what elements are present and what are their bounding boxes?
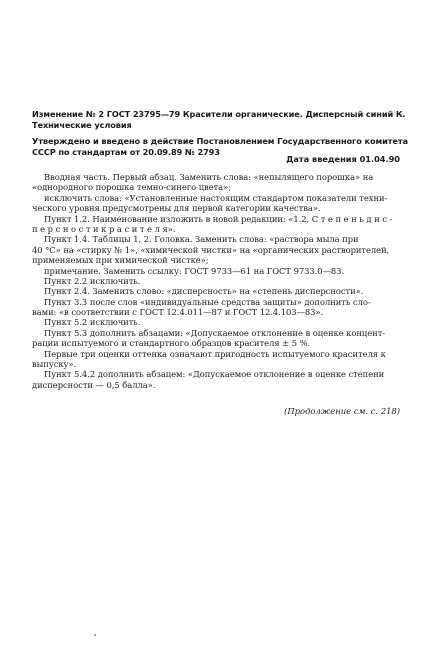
- body-line: Пункт 1.2. Наименование изложить в новой редакции: «1.2. С т е п е н ь д и с -: [44, 213, 393, 224]
- body-line: п е р с н о с т и к р а с и т е л я».: [32, 223, 176, 234]
- body-line: применяемых при химической чистке»;: [32, 255, 209, 266]
- amendment-body: [32, 172, 402, 390]
- continuation-note: (Продолжение см. с. 218): [284, 406, 400, 416]
- body-line: примечание. Заменить ссылку: ГОСТ 9733—61 на ГОСТ 9733.0—83.: [44, 265, 345, 276]
- body-line: дисперсности — 0,5 балла».: [32, 379, 156, 390]
- body-line: ческого уровня предусмотрены для первой категории качества».: [32, 203, 321, 214]
- body-line: 40 °С» на «стирку № 1», «химической чистки» на «органических растворителей,: [32, 244, 390, 255]
- page-speck: [94, 634, 96, 636]
- body-line: рации испытуемого и стандартного образцов красителя ± 5 %.: [32, 338, 311, 349]
- body-line: Пункт 2.4. Заменить слово: «дисперсность» на «степень дисперсности».: [44, 286, 364, 297]
- body-line: вами: «в соответствии с ГОСТ 12.4.011—87 и ГОСТ 12.4.103—83».: [32, 307, 324, 318]
- body-line: «однородного порошка темно-синего цвета»;: [32, 182, 231, 193]
- body-line: исключить слова: «Установленные настоящим стандартом показатели техни-: [44, 192, 388, 203]
- body-line: Вводная часть. Первый абзац. Заменить слова: «непылящего порошка» на: [44, 172, 374, 182]
- body-line: Пункт 1.4. Таблицы 1, 2. Головка. Заменить слова: «раствора мыла при: [44, 234, 359, 245]
- introduction-date: Дата введения 01.04.90: [286, 154, 400, 164]
- approval-line-1: Утверждено и введено в действие Постановлением Государственного комитета: [32, 136, 408, 146]
- body-line: Пункт 2.2 исключить.: [44, 275, 141, 286]
- body-line: Первые три оценки оттенка означают пригодность испытуемого красителя к: [44, 348, 386, 359]
- amendment-title: [32, 109, 406, 130]
- body-line: Пункт 5.2 исключить.: [44, 317, 141, 328]
- title-line-2: Технические условия: [32, 119, 132, 130]
- body-line: выпуску».: [32, 359, 77, 370]
- approval-line-2: СССР по стандартам от 20.09.89 № 2793: [32, 146, 220, 157]
- body-line: Пункт 5.3 дополнить абзацами: «Допускаемое отклонение в оценке концент-: [44, 327, 386, 338]
- body-line: Пункт 3.3 после слов «индивидуальные средства защиты» дополнить сло-: [44, 296, 371, 307]
- title-line-1: Изменение № 2 ГОСТ 23795—79 Красители органические. Дисперсный синий К.: [32, 109, 406, 119]
- body-line: Пункт 5.4.2 дополнить абзацем: «Допускаемое отклонение в оценке степени: [44, 369, 385, 380]
